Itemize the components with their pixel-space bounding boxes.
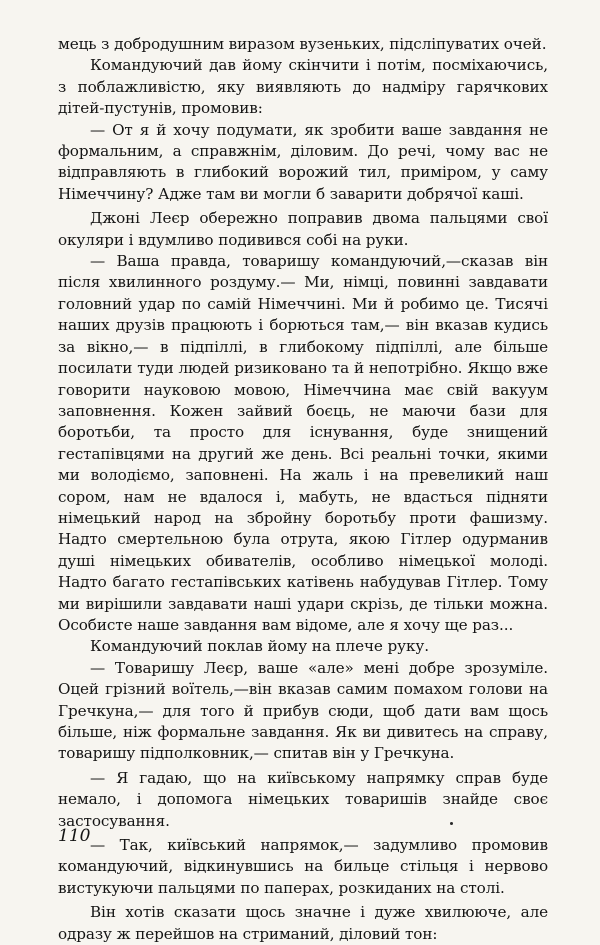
- paragraph: — Так, київський напрямок,— задумливо промовив командуючий, відкинувшись на бильце стільця і нервово вистукуючи пальцями по паперах, розкиданих на столі.: [58, 836, 548, 897]
- print-speck: [450, 822, 453, 825]
- paragraph: Він хотів сказати щось значне і дуже хвилююче, але одразу ж перейшов на стриманий, діловий тон:: [58, 903, 548, 943]
- page-number: 110: [58, 826, 91, 846]
- paragraph: — Я гадаю, що на київському напрямку справ буде немало, і допомога німецьких товаришів знайде своє застосування.: [58, 768, 548, 830]
- paragraph: Джоні Леєр обережно поправив двома пальцями свої окуляри і вдумливо подивився собі на руки.: [58, 209, 548, 249]
- paragraph-continuation: мець з добродушним виразом вузеньких, підсліпуватих очей.: [58, 35, 547, 53]
- paragraph: — Товаришу Леєр, ваше «але» мені добре зрозуміле. Оцей грізний воїтель,—він вказав самим помахом голови на Гречкуна,— для того й прибув сюди, щоб дати вам щось більше, ніж формальне завдання. Як ви дивитесь на справу, товаришу підполковник,— спитав він у Гречкуна.: [58, 658, 548, 763]
- paragraph: Командуючий дав йому скінчити і потім, посміхаючись, з поблажливістю, яку виявляють до надміру гарячкових дітей-пустунів, промовив:: [58, 56, 548, 118]
- paragraph: — Ваша правда, товаришу командуючий,—сказав він після хвилинного роздуму.— Ми, німці, повинні завдавати головний удар по самій Німеччині. Ми й робимо це. Тисячі наших друзів працюють і борються там,— він вказав кудись за вікно,— в підпіллі, в глибокому підпіллі, але більше посилати туди людей ризиковано та й непотрібно. Якщо вже говорити науковою мовою, Німеччина має свій вакуум заповнення. Кожен зайвий боєць, не маючи бази для боротьби, та просто для існування, буде знищений гестапівцями на другий же день. Всі реальні точки, якими ми володіємо, заповнені. На жаль і на превеликий наш сором, нам не вдалося і, мабуть, не вдасться підняти німецький народ на збройну боротьбу проти фашизму. Надто смертельною була отрута, якою Гітлер одурманив душі німецьких обивателів, особливо німецької молоді. Надто багато гестапівських катівень набудував Гітлер. Тому ми вирішили завдавати наші удари скрізь, де тільки можна. Особисте наше завдання вам відоме, але я хочу ще раз...: [58, 252, 548, 634]
- paragraph: Командуючий поклав йому на плече руку.: [90, 637, 429, 656]
- paragraph: — От я й хочу подумати, як зробити ваше завдання не формальним, а справжнім, діловим. До речі, чому вас не відправляють в глибокий ворожий тил, приміром, у саму Німеччину? Адже там ви могли б заварити добрячої каші.: [58, 120, 548, 203]
- body-text: [58, 34, 548, 945]
